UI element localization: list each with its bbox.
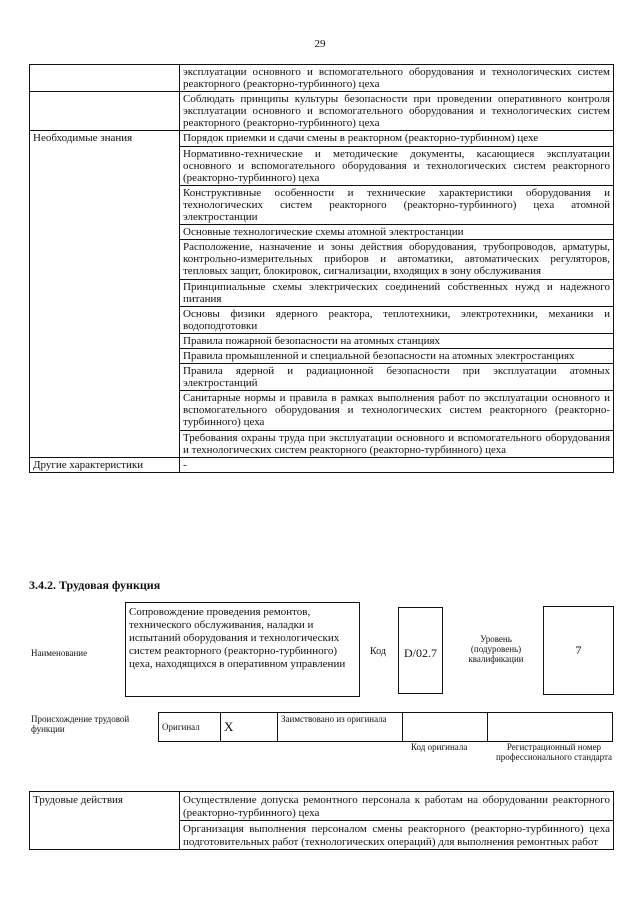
borrowed-cell xyxy=(278,713,403,742)
row-text: Основы физики ядерного реактора, теплотехники, электротехники, механики и водоподготовки xyxy=(180,306,614,333)
row-text: Санитарные нормы и правила в рамках выполнения работ по эксплуатации основного и вспомогательного оборудования и технологических систем реакторного (реакторно-турбинного) цеха xyxy=(180,391,614,430)
row-text: Расположение, назначение и зоны действия оборудования, трубопроводов, арматуры, контрольно-измерительных приборов и автоматики, автоматических регуляторов, тепловых защит, блокировок, сигнализации, входящих в зону обслуживания xyxy=(180,240,614,279)
row-text: Нормативно-технические и методические документы, касающиеся эксплуатации основного и вспомогательного оборудования и технологических систем реакторного (реакторно-турбинного) цеха xyxy=(180,146,614,185)
original-code-caption: Код оригинала xyxy=(411,742,468,752)
labor-actions-label: Трудовые действия xyxy=(30,792,180,850)
original-mark: X xyxy=(224,719,234,734)
requirements-table xyxy=(29,64,614,473)
other-characteristics-value: - xyxy=(180,457,614,472)
original-label-cell xyxy=(159,713,221,742)
row-text: Основные технологические схемы атомной электростанции xyxy=(180,225,614,240)
table-row xyxy=(30,457,614,472)
row-label xyxy=(30,92,180,131)
row-text: Конструктивные особенности и технические характеристики оборудования и технологических систем реакторного (реакторно-турбинного) цеха атомной электростанции xyxy=(180,185,614,224)
row-text: Правила пожарной безопасности на атомных станциях xyxy=(180,333,614,348)
row-text: Порядок приемки и сдачи смены в реакторном (реакторно-турбинном) цехе xyxy=(180,131,614,146)
row-text: Соблюдать принципы культуры безопасности при проведении оперативного контроля эксплуатации основного и вспомогательного оборудования и технологических систем реакторного (реакторно-турбинного) цеха xyxy=(180,92,614,131)
labor-actions-table xyxy=(29,791,614,850)
knowledge-label: Необходимые знания xyxy=(30,131,180,457)
registration-number-caption: Регистрационный номер профессионального стандарта xyxy=(495,742,613,762)
other-characteristics-label: Другие характеристики xyxy=(30,457,180,472)
function-name-box: Сопровождение проведения ремонтов, технического обслуживания, наладки и испытаний оборудования и технологических систем реакторного (реакторно-турбинного) цеха, находящихся в оперативном управлении xyxy=(125,602,360,697)
row-text: Правила ядерной и радиационной безопасности при эксплуатации атомных электростанций xyxy=(180,364,614,391)
page-number: 29 xyxy=(314,38,326,50)
original-code-cell xyxy=(403,713,488,742)
row-text: Требования охраны труда при эксплуатации основного и вспомогательного оборудования и технологических систем реакторного (реакторно-турбинного) цеха xyxy=(180,430,614,457)
original-mark-cell xyxy=(221,713,278,742)
origin-table xyxy=(158,712,613,742)
labor-action-item: Осуществление допуска ремонтного персонала к работам на оборудовании реакторного (реакторно-турбинного) цеха xyxy=(180,792,614,821)
table-row xyxy=(30,792,614,821)
original-label: Оригинал xyxy=(162,722,200,732)
function-code-box: D/02.7 xyxy=(398,607,443,694)
row-text: эксплуатации основного и вспомогательного оборудования и технологических систем реакторного (реакторно-турбинного) цеха xyxy=(180,65,614,92)
row-text: Принципиальные схемы электрических соединений собственных нужд и надежного питания xyxy=(180,279,614,306)
section-title: 3.4.2. Трудовая функция xyxy=(29,578,161,592)
registration-number-cell xyxy=(488,713,613,742)
labor-action-item: Организация выполнения персоналом смены реакторного (реакторно-турбинного) цеха подготовительных работ (технологических операций) для выполнения ремонтных работ xyxy=(180,821,614,850)
qualification-level-label: Уровень (подуровень) квалификации xyxy=(468,634,524,664)
name-label: Наименование xyxy=(31,648,88,658)
borrowed-label: Заимствовано из оригинала xyxy=(281,714,387,724)
table-row xyxy=(30,131,614,146)
row-text: Правила промышленной и специальной безопасности на атомных электростанциях xyxy=(180,348,614,363)
table-row xyxy=(30,65,614,92)
origin-label: Происхождение трудовой функции xyxy=(31,714,130,734)
code-label: Код xyxy=(370,646,386,657)
row-label xyxy=(30,65,180,92)
qualification-level-box: 7 xyxy=(543,606,614,695)
table-row xyxy=(30,92,614,131)
